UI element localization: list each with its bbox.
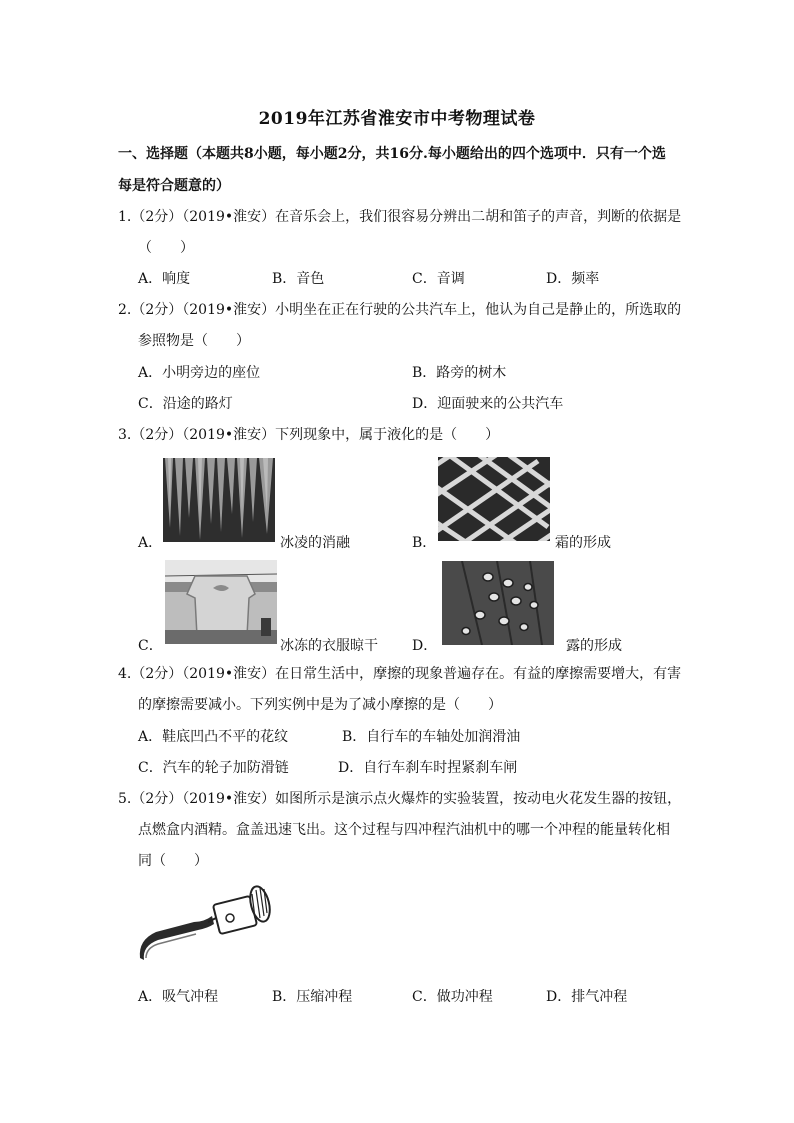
q3-option-b-letter: B． (412, 535, 437, 551)
q2-option-a: A．小明旁边的座位 (138, 365, 261, 381)
dew-photo (442, 561, 554, 645)
q5-option-d: D．排气冲程 (546, 989, 628, 1005)
q3-option-d-letter: D． (412, 638, 438, 654)
q2-option-c: C．沿途的路灯 (138, 396, 233, 412)
q3-option-c-caption: 冰冻的衣服晾干 (280, 638, 378, 654)
q4-option-b: B．自行车的车轴处加润滑油 (342, 729, 521, 745)
frost-photo (438, 457, 550, 541)
icicle-photo (163, 458, 275, 542)
q1-option-c: C．音调 (412, 271, 465, 287)
q3-option-c-letter: C． (138, 638, 163, 654)
question-1-line2: （ ） (138, 240, 194, 256)
question-2-line2: 参照物是（ ） (138, 333, 250, 349)
question-3-line1: 3.（2分）（2019•淮安）下列现象中，属于液化的是（ ） (118, 427, 500, 443)
question-4-line2: 的摩擦需要减小。下列实例中是为了减小摩擦的是（ ） (138, 697, 502, 713)
q3-option-d-caption: 露的形成 (566, 638, 622, 654)
q4-option-a: A．鞋底凹凸不平的花纹 (138, 729, 289, 745)
question-2-line1: 2.（2分）（2019•淮安）小明坐在正在行驶的公共汽车上，他认为自己是静止的，所选取的 (118, 302, 682, 318)
q2-option-b: B．路旁的树木 (412, 365, 507, 381)
q5-option-a: A．吸气冲程 (138, 989, 219, 1005)
section-heading-line1: 一、选择题（本题共8小题，每小题2分，共16分.每小题给出的四个选项中．只有一个选 (118, 146, 666, 162)
q3-option-a-caption: 冰凌的消融 (280, 535, 350, 551)
q5-option-b: B．压缩冲程 (272, 989, 353, 1005)
q1-option-b: B．音色 (272, 271, 325, 287)
question-4-line1: 4.（2分）（2019•淮安）在日常生活中，摩擦的现象普遍存在。有益的摩擦需要增大，有害 (118, 666, 682, 682)
page-title: 2019年江苏省淮安市中考物理试卷 (258, 109, 536, 129)
spark-generator-diagram (138, 880, 288, 972)
q3-option-a-letter: A． (138, 535, 163, 551)
q4-option-c: C．汽车的轮子加防滑链 (138, 760, 289, 776)
question-5-line2: 点燃盒内酒精。盒盖迅速飞出。这个过程与四冲程汽油机中的哪一个冲程的能量转化相 (138, 822, 670, 838)
q2-option-d: D．迎面驶来的公共汽车 (412, 396, 564, 412)
section-heading-line2: 每是符合题意的） (118, 178, 230, 194)
question-5-line3: 同（ ） (138, 853, 208, 869)
q1-option-d: D．频率 (546, 271, 600, 287)
q3-option-b-caption: 霜的形成 (555, 535, 611, 551)
frozen-clothes-photo (165, 560, 277, 644)
question-5-line1: 5.（2分）（2019•淮安）如图所示是演示点火爆炸的实验装置，按动电火花发生器的按钮， (118, 791, 682, 807)
question-1-line1: 1.（2分）（2019•淮安）在音乐会上，我们很容易分辨出二胡和笛子的声音，判断的依据是 (118, 209, 682, 225)
q4-option-d: D．自行车刹车时捏紧刹车闸 (338, 760, 518, 776)
q5-option-c: C．做功冲程 (412, 989, 493, 1005)
q1-option-a: A．响度 (138, 271, 191, 287)
